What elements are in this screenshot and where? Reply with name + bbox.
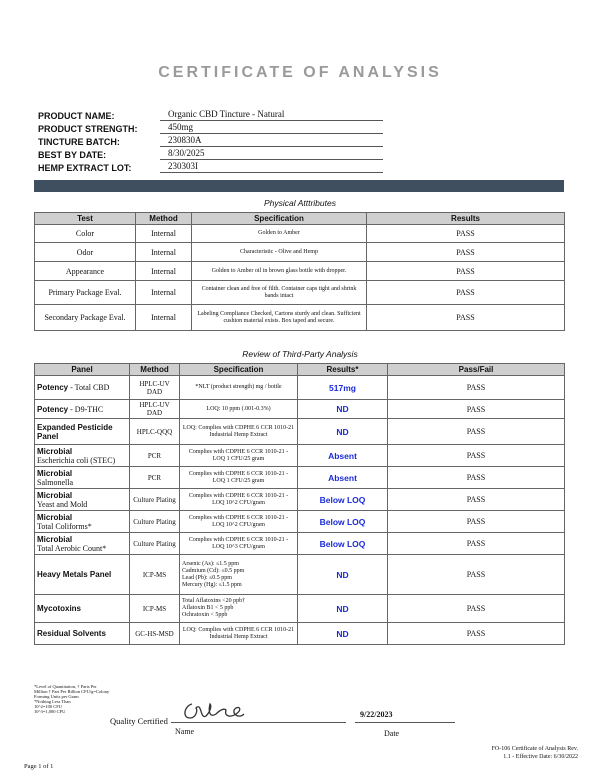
specification-cell: Complies with CDPHE 6 CCR 1010-21 - LOQ 10^2 CFU/gram	[180, 511, 298, 533]
method-cell: Internal	[136, 225, 192, 243]
result-value: Below LOQ	[319, 494, 366, 505]
spec-line: Total Aflatoxins <20 ppb†	[182, 598, 246, 604]
info-value: Organic CBD Tincture - Natural	[160, 108, 383, 121]
result-cell: PASS	[367, 262, 565, 281]
pass-fail-cell: PASS	[388, 511, 565, 533]
panel-name: Heavy Metals Panel	[37, 570, 112, 579]
specification-cell: LOQ: Complies with CDPHE 6 CCR 1010-21 Industrial Hemp Extract	[180, 419, 298, 445]
info-label: HEMP EXTRACT LOT:	[38, 163, 132, 173]
result-value: Absent	[328, 450, 357, 461]
specification-cell: Golden to Amber	[192, 225, 367, 243]
table-row	[35, 262, 565, 281]
pass-fail-cell: PASS	[388, 400, 565, 419]
result-cell: PASS	[367, 243, 565, 262]
page-number: Page 1 of 1	[24, 763, 54, 770]
pass-fail-cell: PASS	[388, 445, 565, 467]
panel-cell	[35, 489, 130, 511]
info-value: 450mg	[160, 121, 383, 134]
specification-cell: Golden to Amber oil in brown glass bottle with dropper.	[192, 262, 367, 281]
method-cell: HPLC-QQQ	[130, 419, 180, 445]
pass-fail-cell: PASS	[388, 376, 565, 400]
test-cell: Primary Package Eval.	[35, 281, 136, 305]
result-value: Absent	[328, 472, 357, 483]
pass-fail-cell: PASS	[388, 489, 565, 511]
result-cell	[298, 445, 388, 467]
result-cell	[298, 533, 388, 555]
panel-cell	[35, 467, 130, 489]
pass-fail-cell: PASS	[388, 533, 565, 555]
info-value: 230830A	[160, 134, 383, 147]
table-row	[35, 511, 565, 533]
method-cell: Culture Plating	[130, 489, 180, 511]
revision-line: 1.1 - Effective Date: 6/30/2022	[503, 754, 578, 760]
result-cell	[298, 623, 388, 645]
tincture-batch-row	[38, 134, 383, 147]
specification-cell: LOQ: 10 ppm (.001-0.3%)	[180, 400, 298, 419]
column-header: Method	[130, 364, 180, 376]
result-value: 517mg	[329, 382, 356, 393]
table-row	[35, 595, 565, 623]
specification-cell: Container clean and free of filth. Container caps tight and shrink bands intact	[192, 281, 367, 305]
footnote-line: Forming Units per Gram	[34, 694, 79, 699]
info-label: PRODUCT NAME:	[38, 111, 115, 121]
hemp-lot-row	[38, 160, 383, 173]
panel-name: Potency	[37, 383, 69, 392]
info-label: PRODUCT STRENGTH:	[38, 124, 138, 134]
result-cell: PASS	[367, 281, 565, 305]
panel-name: Potency	[37, 404, 69, 414]
info-label: BEST BY DATE:	[38, 150, 107, 160]
specification-cell: Complies with CDPHE 6 CCR 1010-21 - LOQ 10^2 CFU/gram	[180, 489, 298, 511]
method-cell: Internal	[136, 281, 192, 305]
test-cell: Odor	[35, 243, 136, 262]
panel-name: Microbial	[37, 490, 73, 500]
table-row	[35, 376, 565, 400]
spec-line: Arsenic (As): ≤1.5 ppm	[182, 560, 239, 567]
panel-cell	[35, 445, 130, 467]
test-cell: Color	[35, 225, 136, 243]
panel-cell	[35, 376, 130, 400]
panel-subname: Escherichia coli (STEC)	[37, 455, 116, 465]
pass-fail-cell: PASS	[388, 555, 565, 595]
footnotes	[34, 684, 114, 714]
specification-cell	[180, 555, 298, 595]
signature-image	[180, 698, 250, 724]
spec-line: Aflatoxin B1 < 5 ppb	[182, 605, 234, 611]
specification-cell	[180, 595, 298, 623]
column-header: Specification	[180, 364, 298, 376]
info-label: TINCTURE BATCH:	[38, 137, 120, 147]
specification-cell: Complies with CDPHE 6 CCR 1010-21 - LOQ 1 CFU/25 gram	[180, 467, 298, 489]
table-row	[35, 225, 565, 243]
panel-cell	[35, 555, 130, 595]
third-party-section-title: Review of Third-Party Analysis	[242, 349, 358, 359]
footnote-line: *Level of Quantitation, † Parts Per	[34, 684, 97, 689]
column-header: Test	[35, 213, 136, 225]
method-cell: ICP-MS	[130, 595, 180, 623]
table-row	[35, 533, 565, 555]
table-row	[35, 467, 565, 489]
method-cell: HPLC-UV DAD	[130, 400, 180, 419]
result-cell: PASS	[367, 305, 565, 331]
panel-subname: - D9-THC	[68, 404, 104, 414]
footnote-line: 10^2=100 CFU	[34, 704, 63, 709]
panel-subname: Total Aerobic Count*	[37, 543, 107, 553]
spec-line: Mercury (Hg): ≤1.5 ppm	[182, 581, 242, 588]
physical-attributes-table	[34, 212, 565, 331]
result-cell	[298, 467, 388, 489]
result-value: Below LOQ	[319, 538, 366, 549]
info-value: 8/30/2025	[160, 147, 383, 160]
method-cell: Internal	[136, 305, 192, 331]
specification-cell: Characteristic - Olive and Hemp	[192, 243, 367, 262]
revision-info	[492, 745, 578, 761]
result-value: ND	[336, 569, 349, 580]
panel-subname: - Total CBD	[68, 383, 110, 392]
result-cell	[298, 595, 388, 623]
test-cell: Appearance	[35, 262, 136, 281]
panel-cell	[35, 623, 130, 645]
result-value: ND	[336, 628, 349, 639]
table-row	[35, 243, 565, 262]
test-cell: Secondary Package Eval.	[35, 305, 136, 331]
header-divider-bar	[34, 180, 564, 192]
best-by-row	[38, 147, 383, 160]
specification-cell: Complies with CDPHE 6 CCR 1010-21 - LOQ 10^3 CFU/gram	[180, 533, 298, 555]
panel-cell	[35, 400, 130, 419]
table-row	[35, 305, 565, 331]
table-row	[35, 400, 565, 419]
pass-fail-cell: PASS	[388, 623, 565, 645]
panel-name: Microbial	[37, 468, 73, 478]
result-value: ND	[336, 603, 349, 614]
spec-line: Cadmium (Cd): ≤0.5 ppm	[182, 567, 245, 574]
method-cell: GC-HS-MSD	[130, 623, 180, 645]
table-row	[35, 419, 565, 445]
panel-name: Mycotoxins	[37, 604, 82, 613]
physical-section-title: Physical Atttributes	[264, 198, 336, 208]
quality-certified-label: Quality Certified	[110, 716, 168, 726]
column-header: Results*	[298, 364, 388, 376]
result-cell	[298, 419, 388, 445]
method-cell: PCR	[130, 467, 180, 489]
specification-cell: LOQ: Complies with CDPHE 6 CCR 1010-21 Industrial Hemp Extract	[180, 623, 298, 645]
result-cell: PASS	[367, 225, 565, 243]
footnote-line: *Nothing Less Than	[34, 699, 71, 704]
column-header: Pass/Fail	[388, 364, 565, 376]
result-cell	[298, 489, 388, 511]
method-cell: ICP-MS	[130, 555, 180, 595]
product-info	[38, 108, 383, 173]
pass-fail-cell: PASS	[388, 467, 565, 489]
date-label: Date	[384, 729, 400, 738]
panel-cell	[35, 595, 130, 623]
revision-line: FO-106 Certificate of Analysis Rev.	[491, 746, 578, 752]
column-header: Results	[367, 213, 565, 225]
name-label: Name	[175, 727, 195, 736]
column-header: Panel	[35, 364, 130, 376]
result-cell	[298, 400, 388, 419]
table-row	[35, 623, 565, 645]
product-name-row	[38, 108, 383, 121]
panel-subname: Salmonella	[37, 477, 73, 487]
panel-cell	[35, 511, 130, 533]
info-value: 230303I	[160, 160, 383, 173]
specification-cell: Complies with CDPHE 6 CCR 1010-21 - LOQ 1 CFU/25 gram	[180, 445, 298, 467]
panel-cell	[35, 419, 130, 445]
column-header: Specification	[192, 213, 367, 225]
footnote-line: Million † Part Per Billion CFU/g=Colony	[34, 689, 110, 694]
signed-date: 9/22/2023	[360, 710, 393, 719]
result-cell	[298, 511, 388, 533]
table-row	[35, 281, 565, 305]
table-header-row	[35, 213, 565, 225]
footnote-line: 10^3=1,000 CFU	[34, 709, 66, 714]
result-value: ND	[336, 404, 349, 414]
table-row	[35, 445, 565, 467]
table-row	[35, 489, 565, 511]
pass-fail-cell: PASS	[388, 419, 565, 445]
document-title: CERTIFICATE OF ANALYSIS	[158, 64, 442, 81]
table-row	[35, 555, 565, 595]
table-header-row	[35, 364, 565, 376]
panel-name: Expanded Pesticide Panel	[37, 422, 113, 441]
pass-fail-cell: PASS	[388, 595, 565, 623]
signature-line	[171, 722, 346, 723]
specification-cell: Labeling Compliance Checked, Cartons sturdy and clean. Sufficient cushion material exists. Box taped and secure.	[192, 305, 367, 331]
third-party-analysis-table	[34, 363, 565, 645]
specification-cell: *NLT (product strength) mg / bottle	[180, 376, 298, 400]
method-cell: Culture Plating	[130, 533, 180, 555]
panel-subname: Total Coliforms*	[37, 521, 92, 531]
panel-subname: Yeast and Mold	[37, 499, 88, 509]
panel-name: Microbial	[37, 512, 73, 522]
column-header: Method	[136, 213, 192, 225]
panel-cell	[35, 533, 130, 555]
panel-name: Microbial	[37, 534, 73, 544]
result-value: ND	[336, 426, 349, 437]
result-value: Below LOQ	[319, 516, 366, 527]
method-cell: HPLC-UV DAD	[130, 376, 180, 400]
result-cell	[298, 555, 388, 595]
method-cell: Internal	[136, 262, 192, 281]
method-cell: PCR	[130, 445, 180, 467]
panel-name: Microbial	[37, 446, 73, 456]
product-strength-row	[38, 121, 383, 134]
method-cell: Culture Plating	[130, 511, 180, 533]
result-cell	[298, 376, 388, 400]
panel-name: Residual Solvents	[37, 629, 106, 638]
spec-line: Ochratoxin < 5ppb	[182, 612, 228, 618]
method-cell: Internal	[136, 243, 192, 262]
date-line	[355, 722, 455, 723]
spec-line: Lead (Pb): ≤0.5 ppm	[182, 574, 232, 581]
